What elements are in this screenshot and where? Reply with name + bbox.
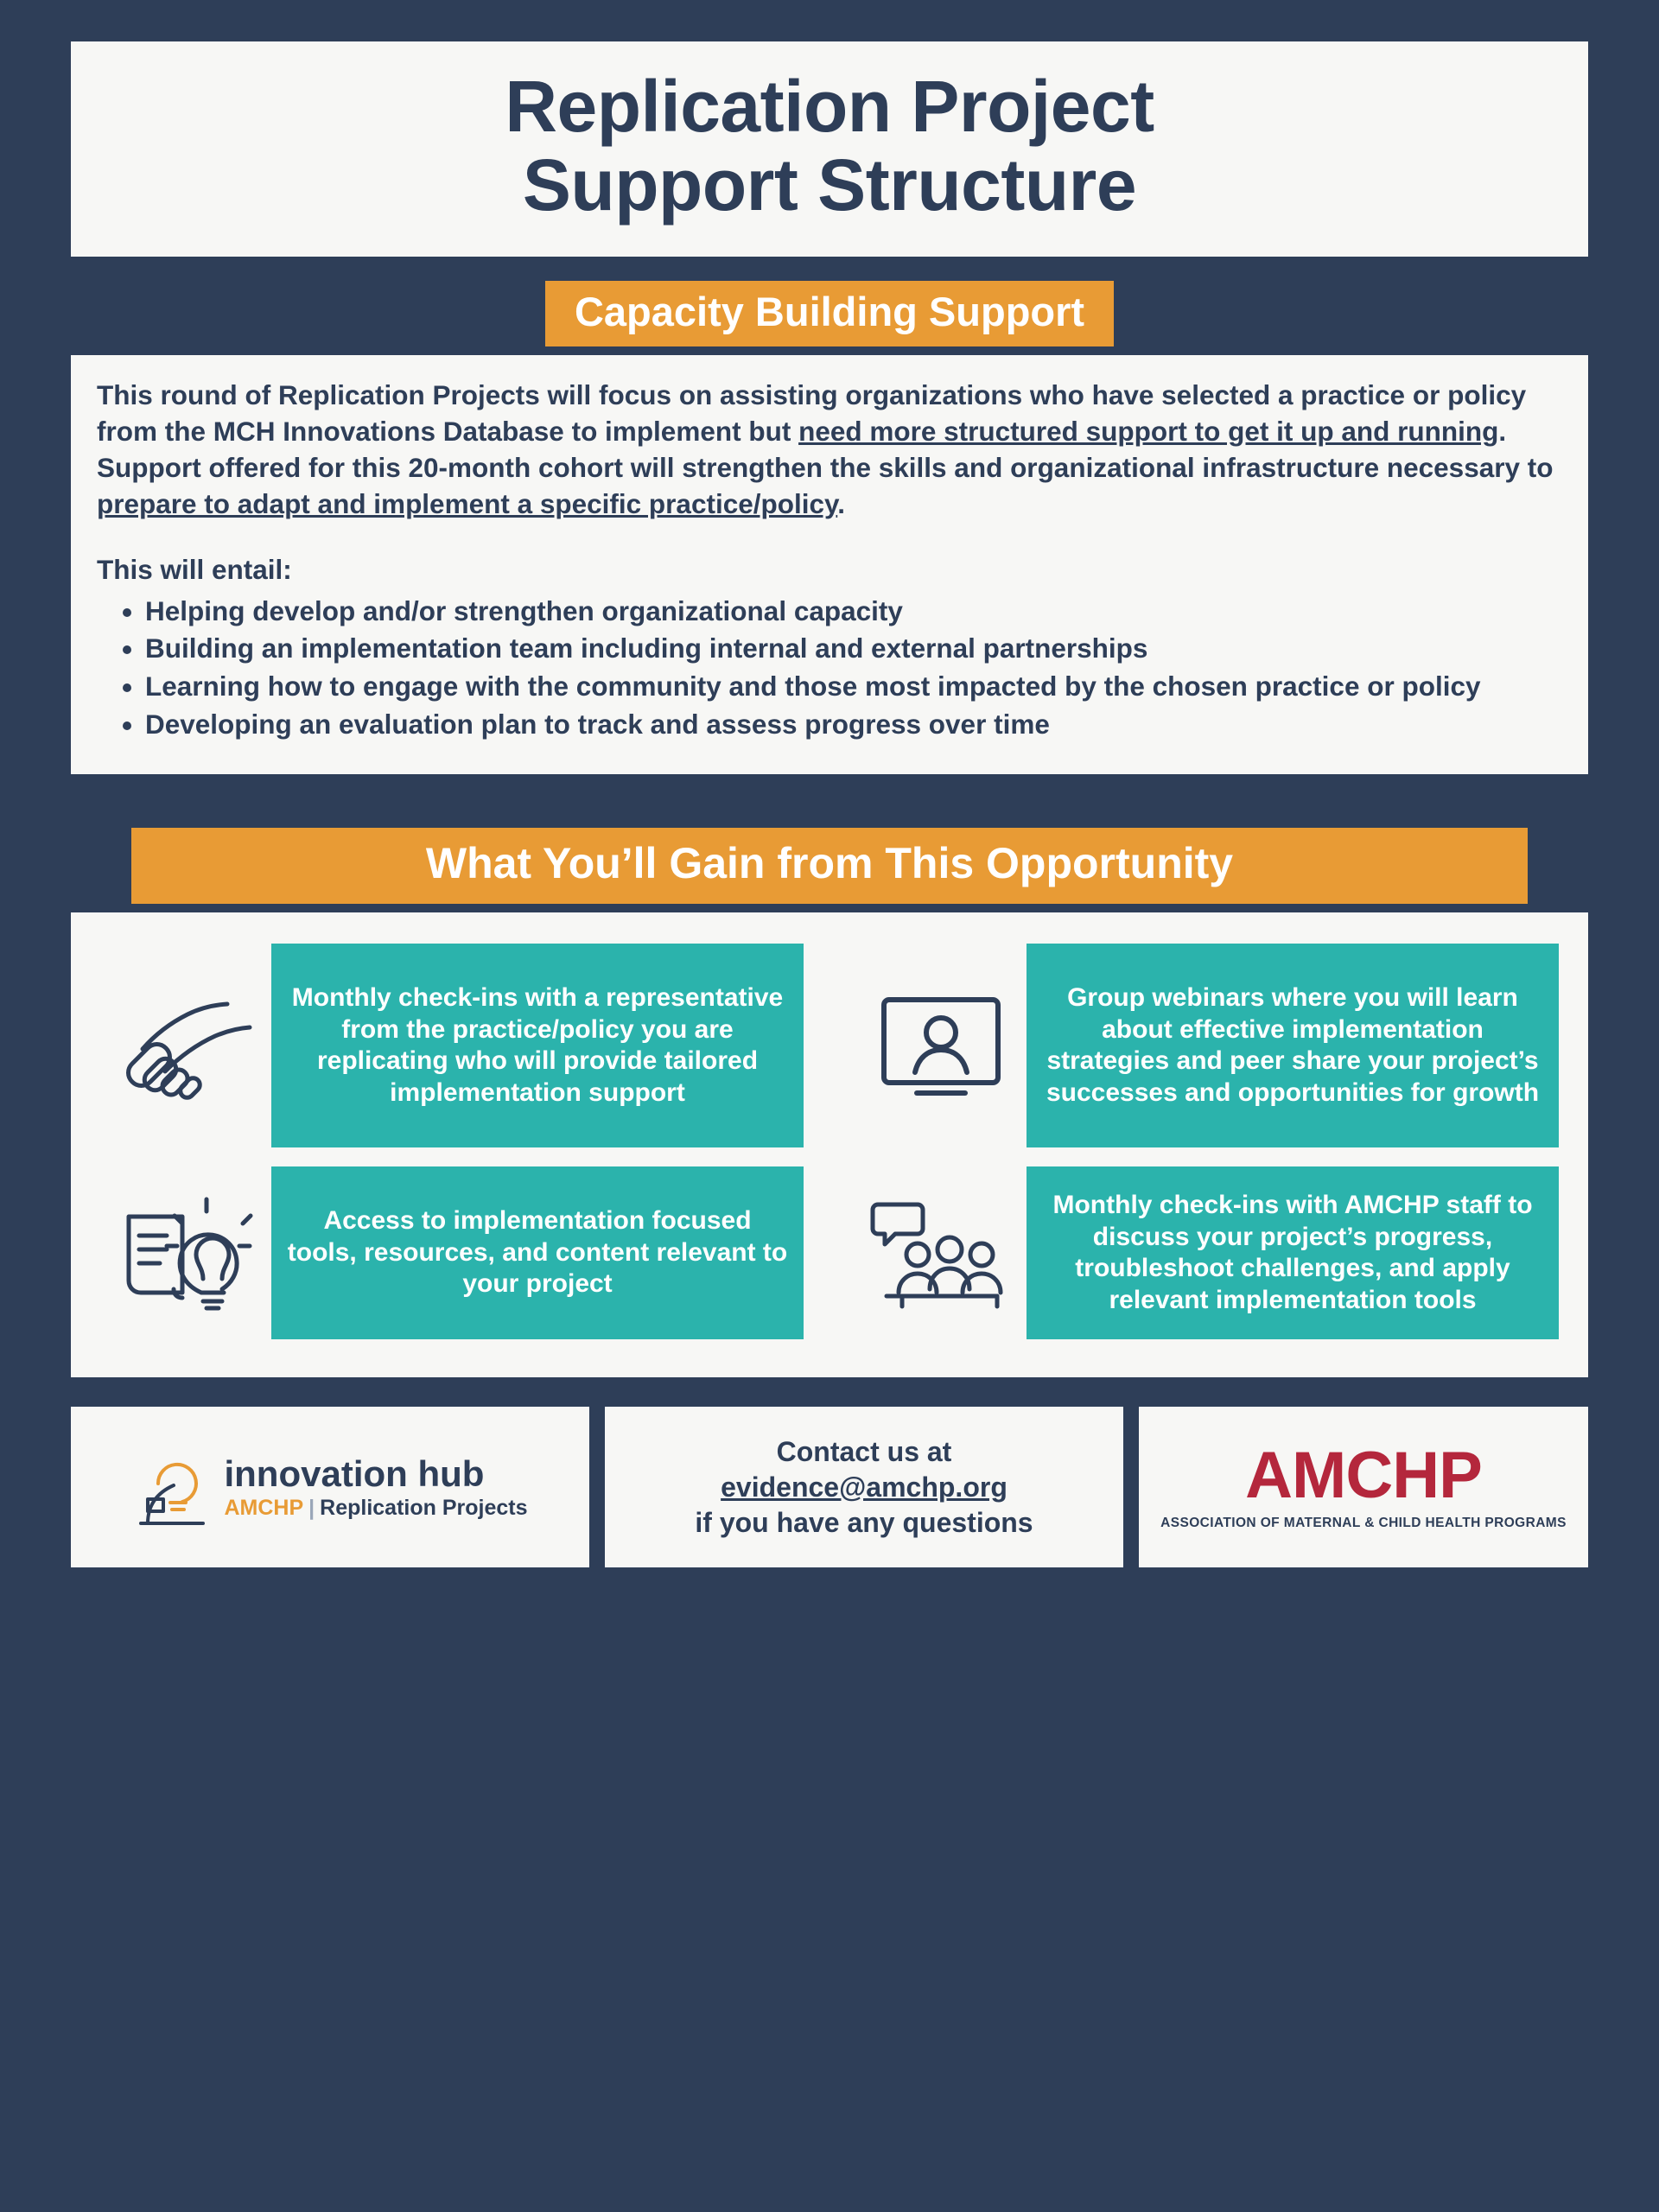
list-item: • Developing an evaluation plan to track and assess progress over time — [145, 707, 1562, 743]
innovation-hub-logo-box — [71, 1407, 589, 1567]
gain-item — [855, 944, 1559, 1147]
webinar-screen-icon — [855, 989, 1027, 1102]
gain-heading: What You’ll Gain from This Opportunity — [131, 828, 1528, 904]
capacity-paragraph — [97, 378, 1562, 523]
gain-item-text: Monthly check-ins with a representative from the practice/policy you are replicating who will provide tailored implementation support — [271, 944, 804, 1147]
capacity-body-card — [71, 355, 1588, 774]
innovation-hub-text — [224, 1452, 528, 1520]
gain-item-text: Group webinars where you will learn about effective implementation strategies and peer share your project’s successes and opportunities for growth — [1027, 944, 1559, 1147]
innovation-hub-name: innovation hub — [224, 1452, 485, 1494]
innovation-hub-mark-icon — [132, 1446, 212, 1529]
capacity-paragraph-underline-2: prepare to adapt and implement a specific practice/policy — [97, 487, 838, 519]
innovation-hub-separator: | — [308, 1495, 315, 1520]
list-item: • Helping develop and/or strengthen organizational capacity — [145, 594, 1562, 630]
gain-item-text: Access to implementation focused tools, resources, and content relevant to your project — [271, 1166, 804, 1339]
amchp-wordmark: AMCHP — [1245, 1439, 1482, 1513]
capacity-paragraph-part-2: . Support offered for this 20-month cohort will strengthen the skills and organizational infrastructure necessary to — [97, 416, 1554, 483]
capacity-paragraph-part-3: . — [837, 487, 845, 519]
footer — [71, 1407, 1588, 1567]
title-line-2: Support Structure — [522, 143, 1137, 226]
capacity-paragraph-part-1: This round of Replication Projects will focus on assisting organizations who have selected a practice or policy from the MCH Innovations Database to implement but — [97, 379, 1527, 448]
capacity-bullet-list — [97, 594, 1562, 744]
innovation-hub-logo — [132, 1446, 527, 1529]
gain-item-text: Monthly check-ins with AMCHP staff to discuss your project’s progress, troubleshoot challenges, and apply relevant implementation tools — [1027, 1166, 1559, 1339]
amchp-logo-box — [1139, 1407, 1588, 1567]
gain-item — [100, 1166, 804, 1339]
gain-item — [855, 1166, 1559, 1339]
page-title — [71, 41, 1588, 257]
list-item: • Building an implementation team including internal and external partnerships — [145, 631, 1562, 667]
gain-grid — [100, 944, 1559, 1339]
contact-email[interactable]: evidence@amchp.org — [721, 1471, 1007, 1503]
innovation-hub-org: AMCHP — [224, 1495, 304, 1520]
title-line-1: Replication Project — [505, 66, 1154, 147]
contact-line-3: if you have any questions — [695, 1506, 1033, 1538]
amchp-tagline: ASSOCIATION OF MATERNAL & CHILD HEALTH PROGRAMS — [1160, 1516, 1567, 1531]
innovation-hub-program-line — [224, 1497, 527, 1519]
amchp-logo — [1160, 1439, 1567, 1531]
gain-item — [100, 944, 804, 1147]
entail-label: This will entail: — [97, 553, 292, 585]
innovation-hub-program: Replication Projects — [320, 1495, 528, 1520]
group-discussion-icon — [855, 1192, 1027, 1313]
contact-line-1: Contact us at — [776, 1435, 952, 1467]
gain-card — [71, 912, 1588, 1377]
contact-text — [695, 1434, 1033, 1541]
capacity-heading: Capacity Building Support — [545, 281, 1114, 346]
list-item: • Learning how to engage with the community and those most impacted by the chosen practice or policy — [145, 669, 1562, 705]
contact-box — [605, 1407, 1123, 1567]
handshake-icon — [100, 985, 271, 1106]
capacity-heading-wrap — [62, 281, 1597, 346]
lightbulb-document-icon — [100, 1192, 271, 1313]
capacity-paragraph-underline-1: need more structured support to get it up and running — [798, 416, 1499, 448]
